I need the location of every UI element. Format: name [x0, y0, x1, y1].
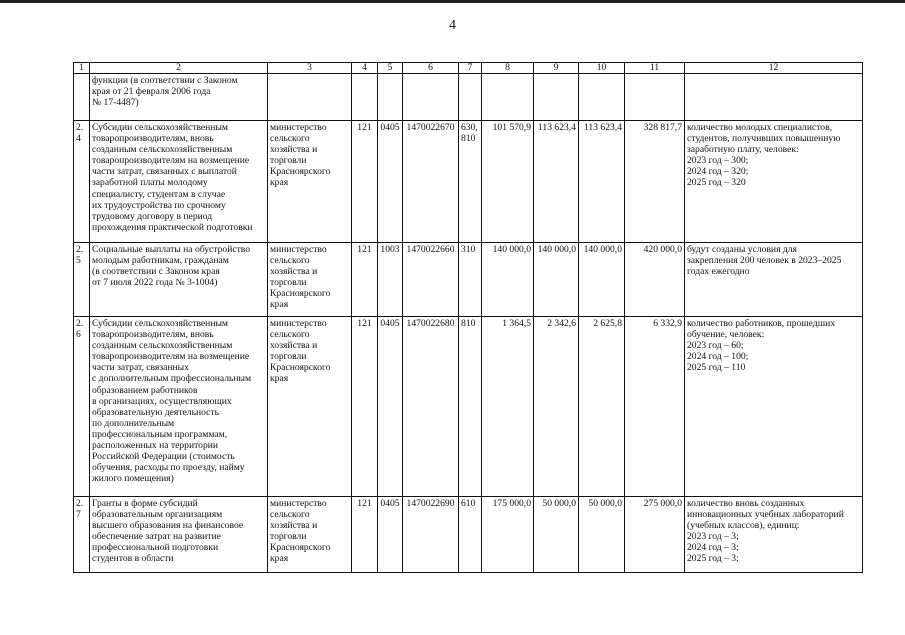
executor-cell: министерство сельского хозяйства и торговли Красноярского края — [268, 317, 352, 497]
amount-2025-cell: 140 000,0 — [579, 243, 625, 317]
column-header: 8 — [482, 63, 534, 74]
column-header: 2 — [90, 63, 268, 74]
column-header: 12 — [685, 63, 863, 74]
column-header: 10 — [579, 63, 625, 74]
grbs-cell: 121 — [352, 121, 378, 243]
budget-table — [73, 62, 863, 573]
table-row — [74, 121, 863, 243]
page-number: 4 — [449, 18, 456, 33]
column-header: 1 — [74, 63, 90, 74]
result-cell: количество молодых специалистов, студентов, получивших повышенную заработную плату, человек: 2023 год – 300; 2024 год – 320; 2025 год – 320 — [685, 121, 863, 243]
row-number-cell: 2.7 — [74, 497, 90, 573]
amount-2025-cell — [579, 74, 625, 121]
top-border-rule — [0, 0, 905, 3]
total-cell — [625, 74, 685, 121]
row-number-cell: 2.6 — [74, 317, 90, 497]
description-cell: функции (в соответствии с Законом края от 21 февраля 2006 года № 17-4487) — [90, 74, 268, 121]
grbs-cell: 121 — [352, 243, 378, 317]
amount-2023-cell: 101 570,9 — [482, 121, 534, 243]
result-cell: количество работников, прошедших обучение, человек: 2023 год – 60; 2024 год – 100; 2025 год – 110 — [685, 317, 863, 497]
amount-2023-cell: 140 000,0 — [482, 243, 534, 317]
total-cell: 6 332,9 — [625, 317, 685, 497]
row-number-cell: 2.5 — [74, 243, 90, 317]
column-header: 7 — [459, 63, 482, 74]
csr-cell: 1470022680 — [403, 317, 459, 497]
vr-cell: 310 — [459, 243, 482, 317]
grbs-cell: 121 — [352, 317, 378, 497]
rzpr-cell: 0405 — [378, 497, 403, 573]
column-header: 9 — [534, 63, 579, 74]
description-cell: Субсидии сельскохозяйственным товаропроизводителям, вновь созданным сельскохозяйственным товаропроизводителям на возмещение части затрат, связанных с дополнительным профессиональным образованием работников в организациях, осуществляющих образовательную деятельность по дополнительным профессиональным программам, расположенных на территории Российской Федерации (стоимость обучения, расходы по проезду, найму жилого помещения) — [90, 317, 268, 497]
table-row — [74, 317, 863, 497]
row-number-cell — [74, 74, 90, 121]
csr-cell: 1470022670 — [403, 121, 459, 243]
total-cell: 328 817,7 — [625, 121, 685, 243]
result-cell — [685, 74, 863, 121]
table-row — [74, 74, 863, 121]
column-header: 5 — [378, 63, 403, 74]
executor-cell: министерство сельского хозяйства и торговли Красноярского края — [268, 497, 352, 573]
column-header: 4 — [352, 63, 378, 74]
executor-cell: министерство сельского хозяйства и торговли Красноярского края — [268, 121, 352, 243]
column-header: 6 — [403, 63, 459, 74]
row-number-cell: 2.4 — [74, 121, 90, 243]
csr-cell — [403, 74, 459, 121]
amount-2025-cell: 113 623,4 — [579, 121, 625, 243]
column-header: 11 — [625, 63, 685, 74]
rzpr-cell: 1003 — [378, 243, 403, 317]
amount-2025-cell: 2 625,8 — [579, 317, 625, 497]
amount-2024-cell: 50 000,0 — [534, 497, 579, 573]
amount-2024-cell: 140 000,0 — [534, 243, 579, 317]
description-cell: Социальные выплаты на обустройство молодым работникам, гражданам (в соответствии с Законом края от 7 июля 2022 года № 3-1004) — [90, 243, 268, 317]
vr-cell: 610 — [459, 497, 482, 573]
amount-2023-cell — [482, 74, 534, 121]
table-row — [74, 243, 863, 317]
amount-2025-cell: 50 000,0 — [579, 497, 625, 573]
amount-2024-cell — [534, 74, 579, 121]
total-cell: 275 000,0 — [625, 497, 685, 573]
description-cell: Субсидии сельскохозяйственным товаропроизводителям, вновь созданным сельскохозяйственным товаропроизводителям на возмещение части затрат, связанных с выплатой заработной платы молодому специалисту, студентам в случае их трудоустройства по срочному трудовому договору в период прохождения практической подготовки — [90, 121, 268, 243]
description-cell: Гранты в форме субсидий образовательным организациям высшего образования на финансовое обеспечение затрат на развитие профессиональной подготовки студентов в области — [90, 497, 268, 573]
total-cell: 420 000,0 — [625, 243, 685, 317]
csr-cell: 1470022660 — [403, 243, 459, 317]
result-cell: будут созданы условия для закрепления 200 человек в 2023–2025 годах ежегодно — [685, 243, 863, 317]
vr-cell — [459, 74, 482, 121]
grbs-cell — [352, 74, 378, 121]
executor-cell: министерство сельского хозяйства и торговли Красноярского края — [268, 243, 352, 317]
rzpr-cell: 0405 — [378, 121, 403, 243]
executor-cell — [268, 74, 352, 121]
amount-2024-cell: 2 342,6 — [534, 317, 579, 497]
result-cell: количество вновь созданных инновационных учебных лабораторий (учебных классов), единиц: 2023 год – 3; 2024 год – 3; 2025 год – 3; — [685, 497, 863, 573]
amount-2024-cell: 113 623,4 — [534, 121, 579, 243]
grbs-cell: 121 — [352, 497, 378, 573]
column-header: 3 — [268, 63, 352, 74]
vr-cell: 630, 810 — [459, 121, 482, 243]
vr-cell: 810 — [459, 317, 482, 497]
amount-2023-cell: 1 364,5 — [482, 317, 534, 497]
table-row — [74, 497, 863, 573]
column-number-row — [74, 63, 863, 74]
csr-cell: 1470022690 — [403, 497, 459, 573]
rzpr-cell: 0405 — [378, 317, 403, 497]
amount-2023-cell: 175 000,0 — [482, 497, 534, 573]
rzpr-cell — [378, 74, 403, 121]
